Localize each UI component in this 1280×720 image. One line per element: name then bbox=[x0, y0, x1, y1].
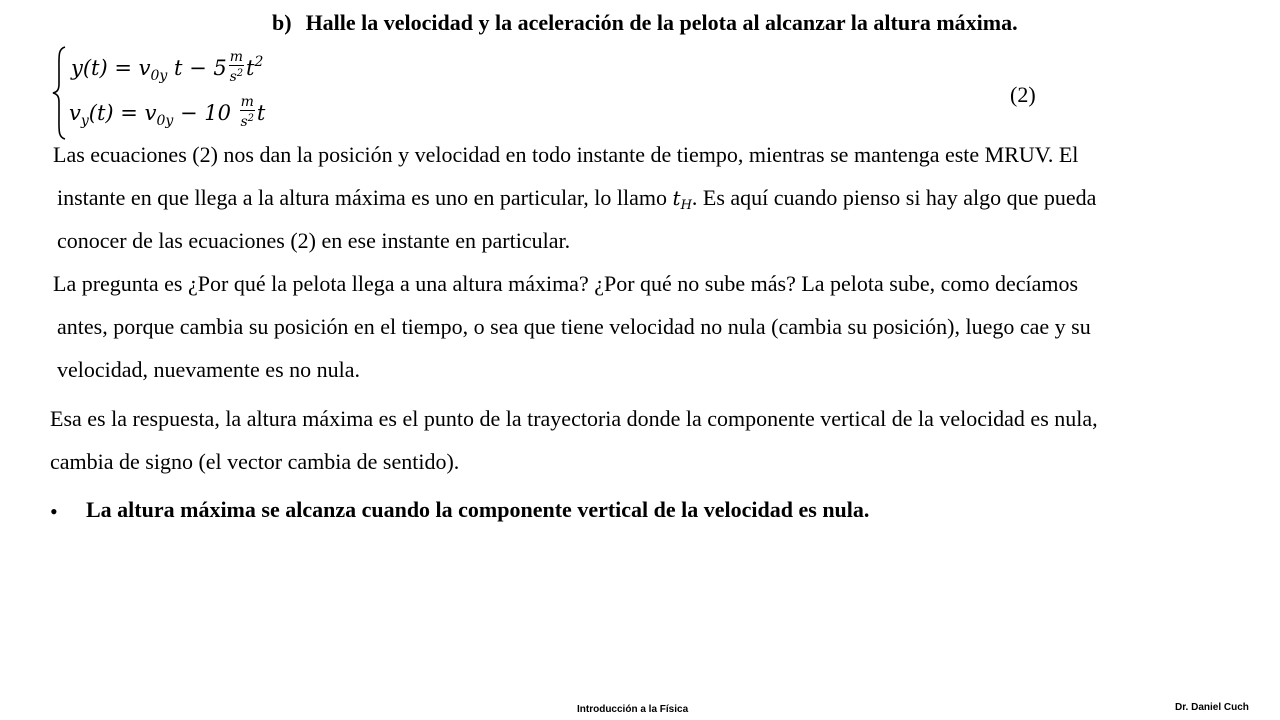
heading-text: Halle la velocidad y la aceleración de la pelota al alcanzar la altura máxima. bbox=[305, 10, 1018, 35]
left-brace-icon bbox=[51, 46, 67, 140]
fraction-m-s2: $\frac{m}{s^2}$ bbox=[229, 49, 244, 85]
equation-position: $y(t) = v_{0y}$ t − 5 $\frac{m}{s^2}$ $t^2$ bbox=[71, 49, 264, 85]
fraction-m-s2: $\frac{m}{s^2}$ bbox=[240, 94, 255, 130]
bullet-conclusion: La altura máxima se alcanza cuando la componente vertical de la velocidad es nula. bbox=[86, 497, 870, 522]
section-heading bbox=[272, 10, 1018, 36]
paragraph-2-line-1: La pregunta es ¿Por qué la pelota llega a una altura máxima? ¿Por qué no sube más? La pelota sube, como decíamos bbox=[53, 271, 1079, 296]
equation-velocity: $v_y(t) = v_{0y} - 10$ $\frac{m}{s^2}$ t bbox=[69, 94, 266, 130]
paragraph-2-line-3: velocidad, nuevamente es no nula. bbox=[57, 357, 361, 382]
bullet-point-icon: • bbox=[50, 499, 58, 524]
footer-course-title: Introducción a la Física bbox=[577, 704, 689, 715]
paragraph-3-line-2: cambia de signo (el vector cambia de sentido). bbox=[50, 449, 460, 474]
equation-number: (2) bbox=[1010, 82, 1036, 107]
paragraph-1-line-3: conocer de las ecuaciones (2) en ese instante en particular. bbox=[57, 228, 571, 253]
paragraph-3-line-1: Esa es la respuesta, la altura máxima es el punto de la trayectoria donde la componente vertical de la velocidad es nula, bbox=[50, 406, 1098, 431]
paragraph-2-line-2: antes, porque cambia su posición en el tiempo, o sea que tiene velocidad no nula (cambia su posición), luego cae y su bbox=[57, 314, 1091, 339]
footer-author: Dr. Daniel Cuch bbox=[1175, 702, 1249, 713]
symbol-t-h: $t_H$ bbox=[672, 186, 692, 213]
paragraph-1-line-1: Las ecuaciones (2) nos dan la posición y velocidad en todo instante de tiempo, mientras se mantenga este MRUV. El bbox=[53, 142, 1079, 167]
heading-label: b) bbox=[272, 10, 292, 35]
paragraph-1-line-2: instante en que llega a la altura máxima es uno en particular, lo llamo $t_H$. Es aquí cuando pienso si hay algo que pueda bbox=[57, 185, 1097, 213]
